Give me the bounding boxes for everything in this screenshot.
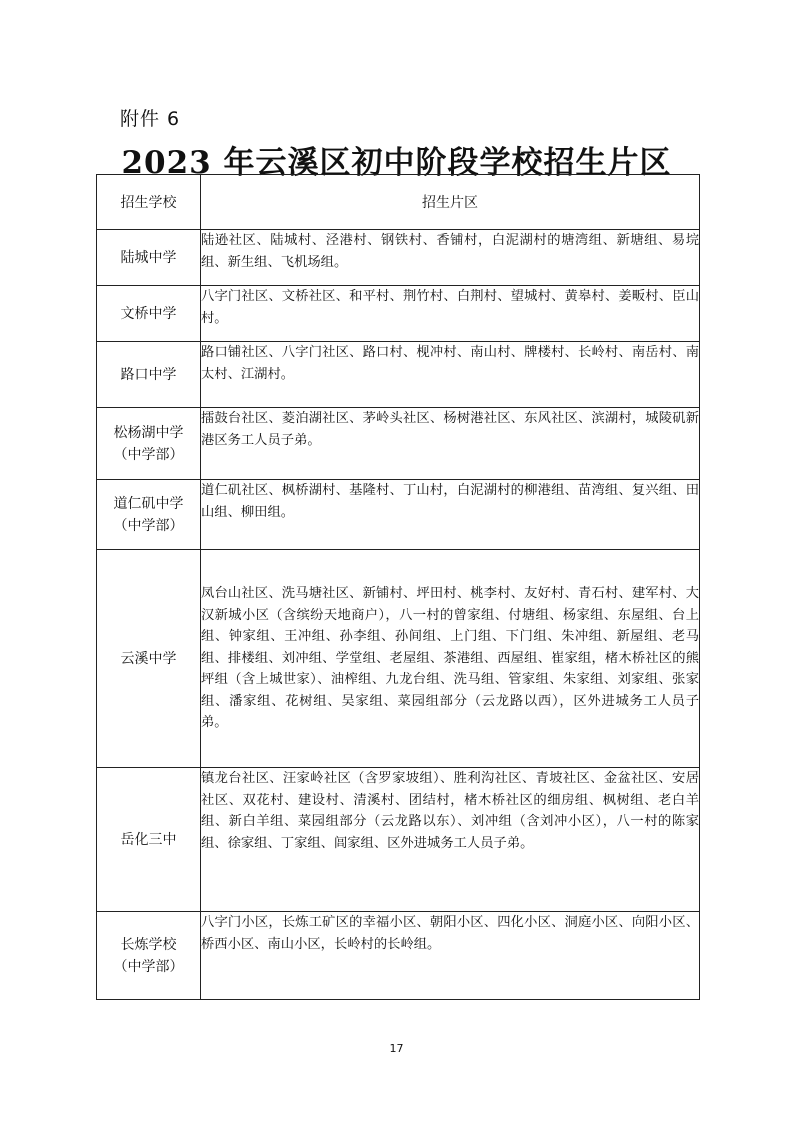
- school-cell: [97, 550, 201, 768]
- enrollment-zone-table: [96, 174, 700, 1000]
- school-cell: [97, 342, 201, 408]
- area-cell: 八字门小区，长炼工矿区的幸福小区、朝阳小区、四化小区、洞庭小区、向阳小区、桥西小区、南山小区，长岭村的长岭组。: [201, 912, 700, 1000]
- table-row: [97, 342, 700, 408]
- area-cell: 八字门社区、文桥社区、和平村、荆竹村、白荆村、望城村、黄皋村、姜畈村、臣山村。: [201, 286, 700, 342]
- table-row: [97, 550, 700, 768]
- school-name: 松杨湖中学: [113, 424, 184, 441]
- area-cell: 镇龙台社区、汪家岭社区（含罗家坡组）、胜利沟社区、青坡社区、金盆社区、安居社区、双花村、建设村、清溪村、团结村，楮木桥社区的细房组、枫树组、老白羊组、新白羊组、菜园组部分（云龙路以东）、刘冲组（含刘冲小区），八一村的陈家组、徐家组、丁家组、闾家组、区外进城务工人员子弟。: [201, 768, 700, 912]
- area-cell: 擂鼓台社区、菱泊湖社区、茅岭头社区、杨树港社区、东风社区、滨湖村，城陵矶新港区务工人员子弟。: [201, 408, 700, 480]
- table-row: [97, 230, 700, 286]
- table-row: [97, 768, 700, 912]
- school-cell: [97, 480, 201, 550]
- header-area: 招生片区: [201, 175, 700, 230]
- table-header-row: [97, 175, 700, 230]
- table-row: [97, 480, 700, 550]
- school-subtitle: （中学部）: [113, 446, 184, 463]
- header-school: 招生学校: [97, 175, 201, 230]
- school-cell: [97, 230, 201, 286]
- school-name: 路口中学: [120, 366, 177, 383]
- school-subtitle: （中学部）: [113, 517, 184, 534]
- school-name: 文桥中学: [120, 305, 177, 322]
- area-cell: 凤台山社区、洗马塘社区、新铺村、坪田村、桃李村、友好村、青石村、建军村、大汉新城小区（含缤纷天地商户），八一村的曾家组、付塘组、杨家组、东屋组、台上组、钟家组、王冲组、孙李组、孙间组、上门组、下门组、朱冲组、新屋组、老马组、排楼组、刘冲组、学堂组、老屋组、茶港组、西屋组、崔家组，楮木桥社区的熊坪组（含上城世家）、油榨组、九龙台组、洗马组、管家组、朱家组、刘家组、张家组、潘家组、花树组、吴家组、菜园组部分（云龙路以西），区外进城务工人员子弟。: [201, 550, 700, 768]
- page-number: 17: [389, 1042, 404, 1055]
- area-cell: 道仁矶社区、枫桥湖村、基隆村、丁山村，白泥湖村的柳港组、苗湾组、复兴组、田山组、柳田组。: [201, 480, 700, 550]
- school-subtitle: （中学部）: [113, 958, 184, 975]
- school-name: 长炼学校: [120, 936, 177, 953]
- school-name: 云溪中学: [120, 650, 177, 667]
- table-row: [97, 286, 700, 342]
- school-cell: [97, 912, 201, 1000]
- school-cell: [97, 408, 201, 480]
- attachment-label: 附件 6: [120, 108, 181, 130]
- school-cell: [97, 768, 201, 912]
- school-name: 陆城中学: [120, 249, 177, 266]
- school-name: 道仁矶中学: [113, 495, 184, 512]
- area-cell: 路口铺社区、八字门社区、路口村、枧冲村、南山村、牌楼村、长岭村、南岳村、南太村、江湖村。: [201, 342, 700, 408]
- area-cell: 陆逊社区、陆城村、泾港村、钢铁村、香铺村，白泥湖村的塘湾组、新塘组、易垸组、新生组、飞机场组。: [201, 230, 700, 286]
- table-row: [97, 912, 700, 1000]
- page-title: 2023 年云溪区初中阶段学校招生片区: [121, 145, 672, 181]
- school-name: 岳化三中: [120, 831, 177, 848]
- table-row: [97, 408, 700, 480]
- school-cell: [97, 286, 201, 342]
